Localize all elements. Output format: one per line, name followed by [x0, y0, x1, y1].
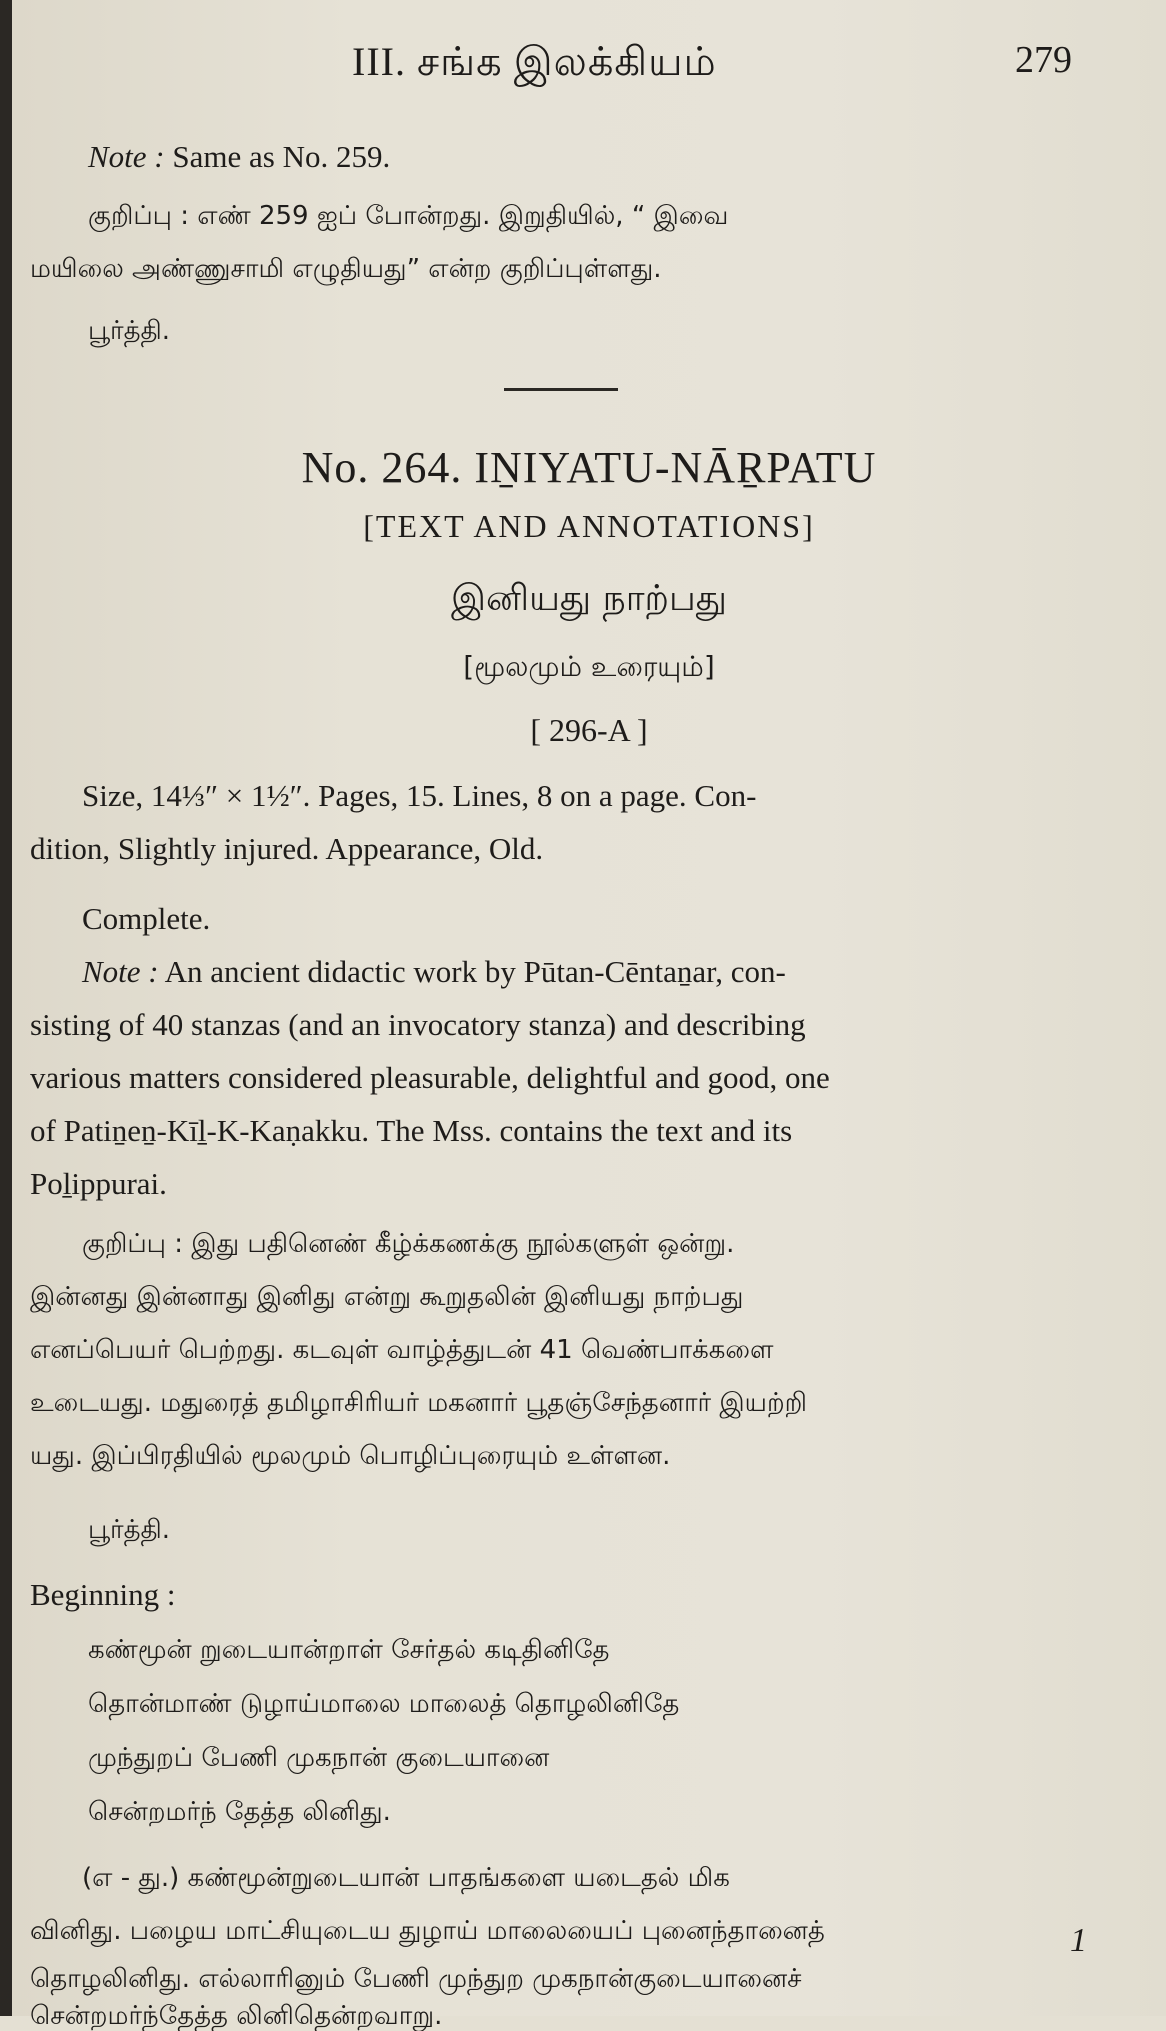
entry-tamil-title: இனியது நாற்பது [450, 578, 728, 619]
binding-edge [0, 0, 12, 2016]
note-label: Note : [82, 954, 159, 989]
tamil-note-line-5: யது. இப்பிரதியில் மூலமும் பொழிப்புரையும் உள்ளன. [30, 1441, 671, 1471]
previous-tamil-note-line-1: குறிப்பு : எண் 259 ஐப் போன்றது. இறுதியில், “ இவை [88, 201, 729, 231]
verse-line-3: முந்துறப் பேணி முகநான் குடையானை [88, 1743, 550, 1773]
tamil-note-line-1: குறிப்பு : இது பதினெண் கீழ்க்கணக்கு நூல்களுள் ஒன்று. [82, 1229, 735, 1259]
verse-line-2: தொன்மாண் டுழாய்மாலை மாலைத் தொழலினிதே [88, 1689, 680, 1719]
section-divider [504, 388, 618, 391]
previous-tamil-note-line-2: மயிலை அண்ணுசாமி எழுதியது” என்ற குறிப்புள்ளது. [30, 254, 662, 284]
verse-line-4: சென்றமர்ந் தேத்த லினிது. [88, 1797, 391, 1827]
note-line-3: various matters considered pleasurable, delightful and good, one [30, 1060, 830, 1095]
previous-note-label: Note : [88, 139, 165, 174]
running-header-title: III. சங்க இலக்கியம் [352, 39, 717, 84]
previous-status: பூர்த்தி. [88, 316, 171, 346]
entry-status: பூர்த்தி. [88, 1515, 171, 1545]
note-line-5: Poḻippurai. [30, 1166, 167, 1201]
tamil-note-line-4: உடையது. மதுரைத் தமிழாசிரியர் மகனார் பூதஞ்சேந்தனார் இயற்றி [30, 1388, 808, 1418]
page-number: 279 [1015, 39, 1072, 81]
entry-tamil-subtitle: [மூலமும் உரையும்] [463, 650, 715, 683]
previous-note-text: Same as No. 259. [164, 139, 391, 174]
note-line-2: sisting of 40 stanzas (and an invocatory stanza) and describing [30, 1007, 806, 1042]
tamil-note-line-3: எனப்பெயர் பெற்றது. கடவுள் வாழ்த்துடன் 41 வெண்பாக்களை [30, 1335, 774, 1365]
complete-status: Complete. [82, 901, 211, 936]
commentary-line-4: சென்றமர்ந்தேத்த லினிதென்றவாறு. [30, 2001, 443, 2031]
tamil-note-line-2: இன்னது இன்னாது இனிது என்று கூறுதலின் இனியது நாற்பது [30, 1282, 744, 1312]
folio-mark: 1 [1070, 1922, 1087, 1959]
commentary-line-1: (எ - து.) கண்மூன்றுடையான் பாதங்களை யடைதல் மிக [82, 1863, 730, 1893]
book-page [12, 0, 1166, 2031]
description-line-2: dition, Slightly injured. Appearance, Old. [30, 831, 544, 866]
note-line-1-text: An ancient didactic work by Pūtan-Cēntaṉar, con- [158, 954, 786, 989]
commentary-line-3: தொழலினிது. எல்லாரினும் பேணி முந்துற முகநான்குடையானைச் [30, 1964, 802, 1994]
entry-subtitle: [TEXT AND ANNOTATIONS] [363, 508, 815, 544]
note-line-1 [82, 945, 786, 998]
entry-code: [ 296-A ] [530, 712, 648, 748]
previous-note [88, 130, 390, 183]
description-line-1: Size, 14⅓″ × 1½″. Pages, 15. Lines, 8 on a page. Con- [82, 778, 757, 813]
entry-title: No. 264. IṈIYATU-NĀṞPATU [301, 443, 877, 492]
commentary-line-2: வினிது. பழைய மாட்சியுடைய துழாய் மாலையைப் புனைந்தானைத் [30, 1916, 825, 1946]
note-line-4: of Patiṉeṉ-Kīḻ-K-Kaṇakku. The Mss. contains the text and its [30, 1113, 793, 1148]
verse-line-1: கண்மூன் றுடையான்றாள் சேர்தல் கடிதினிதே [88, 1635, 610, 1665]
beginning-label: Beginning : [30, 1577, 176, 1612]
